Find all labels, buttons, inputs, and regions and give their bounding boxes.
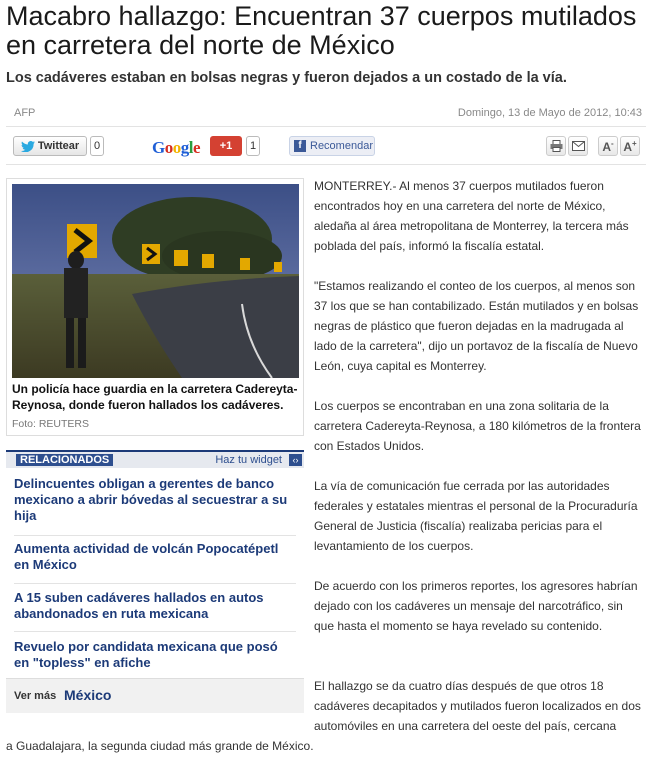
photo-caption: Un policía hace guardia en la carretera Cadereyta-Reynosa, donde fueron hallados los cadáveres. bbox=[12, 382, 298, 412]
article-paragraph: "Estamos realizando el conteo de los cuerpos, al menos son 37 los que se han contabilizado. Están mutilados y en bolsas negras de plástico que fueron dejadas en la madrugada al lado de la carretera", dijo un portavoz de la fiscalía de Nuevo León, cuya capital es Monterrey. bbox=[314, 279, 639, 373]
article-date: Domingo, 13 de Mayo de 2012, 10:43 bbox=[457, 107, 642, 119]
twitter-bird-icon bbox=[21, 141, 35, 152]
article-source: AFP bbox=[14, 107, 36, 119]
twitter-button[interactable] bbox=[13, 136, 87, 156]
article-summary: Los cadáveres estaban en bolsas negras y fueron dejados a un costado de la vía. bbox=[6, 70, 567, 86]
article-headline: Macabro hallazgo: Encuentran 37 cuerpos mutilados en carretera del norte de México bbox=[6, 1, 637, 60]
see-more-section-link[interactable]: México bbox=[64, 687, 112, 703]
facebook-icon: f bbox=[294, 140, 306, 152]
article-paragraph: De acuerdo con los primeros reportes, los agresores habrían dejado con los cadáveres un mensaje del narcotráfico, sin que hasta el momento se haya revelado su contenido. bbox=[314, 579, 638, 633]
font-decrease-icon[interactable] bbox=[598, 136, 618, 156]
article-photo bbox=[12, 184, 299, 378]
related-box bbox=[6, 450, 304, 712]
related-title: RELACIONADOS bbox=[16, 454, 113, 466]
related-item[interactable]: A 15 suben cadáveres hallados en autos abandonados en ruta mexicana bbox=[14, 590, 264, 621]
share-toolbar bbox=[6, 130, 646, 165]
google-plus-count: 1 bbox=[246, 136, 260, 156]
google-plus-one-label: +1 bbox=[219, 140, 233, 152]
widget-arrow-icon[interactable]: ‹› bbox=[289, 454, 302, 466]
article-paragraph: Los cuerpos se encontraban en una zona solitaria de la carretera Cadereyta-Reynosa, a 180 kilómetros de la frontera con Estados Unidos. bbox=[314, 399, 641, 453]
article-meta bbox=[6, 102, 646, 127]
related-divider bbox=[14, 631, 296, 632]
related-header bbox=[6, 450, 304, 468]
related-item[interactable]: Revuelo por candidata mexicana que posó en "topless" en afiche bbox=[14, 639, 278, 670]
see-more-label: Ver más bbox=[14, 690, 57, 702]
twitter-button-label: Twittear bbox=[37, 140, 80, 152]
email-icon[interactable] bbox=[568, 136, 588, 156]
related-item[interactable]: Delincuentes obligan a gerentes de banco mexicano a abrir bóvedas al secuestrar a su hija bbox=[14, 476, 288, 523]
see-more-bar bbox=[6, 678, 304, 713]
facebook-recommend-button[interactable] bbox=[289, 136, 375, 156]
article-paragraph: a Guadalajara, la segunda ciudad más grande de México. bbox=[6, 739, 314, 753]
article-paragraph: El hallazgo se da cuatro días después de que otros 18 cadáveres decapitados y mutilados fueron localizados en dos automóviles en una carretera del oeste del país, cercana bbox=[314, 679, 641, 733]
print-icon[interactable] bbox=[546, 136, 566, 156]
widget-link[interactable]: Haz tu widget bbox=[215, 454, 282, 466]
google-logo: Google bbox=[152, 138, 201, 157]
font-increase-label: A+ bbox=[623, 138, 637, 154]
facebook-recommend-label: Recomendar bbox=[310, 140, 373, 152]
font-decrease-label: A- bbox=[602, 138, 614, 154]
related-item[interactable]: Aumenta actividad de volcán Popocatépetl en México bbox=[14, 541, 279, 572]
article-paragraph: MONTERREY.- Al menos 37 cuerpos mutilados fueron encontrados hoy en una carretera del norte de México, aledaña al área metropolitana de Monterrey, la tercera más poblada del país, informó la fiscalía estatal. bbox=[314, 179, 629, 253]
related-divider bbox=[14, 583, 296, 584]
photo-credit: Foto: REUTERS bbox=[12, 418, 90, 430]
twitter-count: 0 bbox=[90, 136, 104, 156]
google-plus-one-button[interactable] bbox=[210, 136, 242, 156]
related-divider bbox=[14, 535, 296, 536]
article-paragraph: La vía de comunicación fue cerrada por las autoridades federales y estatales mientras el personal de la Procuraduría General de Justicia (fiscalía) realizaba pericias para el levantamiento de los cuerpos. bbox=[314, 479, 638, 553]
photo-box bbox=[6, 178, 304, 436]
font-increase-icon[interactable] bbox=[620, 136, 640, 156]
